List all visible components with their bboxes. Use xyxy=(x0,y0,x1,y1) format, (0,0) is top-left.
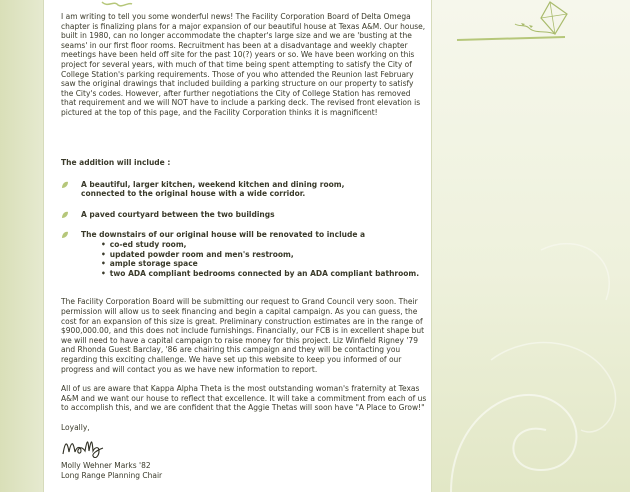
header-script-fragment xyxy=(100,0,140,8)
sub-list-item: • two ADA compliant bedrooms connected by an ADA compliant bathroom. xyxy=(101,269,427,279)
sub-list-item: • updated powder room and men's restroom, xyxy=(101,250,427,260)
signer-title: Long Range Planning Chair xyxy=(61,471,163,481)
signer-name: Molly Wehner Marks '82 xyxy=(61,461,151,471)
list-item: A paved courtyard between the two buildings xyxy=(61,210,427,220)
sub-list-item: • ample storage space xyxy=(101,259,427,269)
intro-paragraph: I am writing to tell you some wonderful news! The Facility Corporation Board of Delta Omega chapter is finalizing plans for a major expansion of our beautiful house at Texas A&M. Our house, built in 1980, can no longer accommodate the chapter's large size and we are 'busting at the seams' in our first floor rooms. Recruitment has been at a disadvantage and weekly chapter meetings have been held off site for the past 10(?) years or so. We have been working on this project for several years, with much of that time being spent attempting to satisfy the City of College Station's parking requirements. Those of you who attended the Reunion last February saw the original drawings that included building a parking structure on our property to satisfy the City's codes. However, after further negotiations the City of College Station has removed that requirement and we will NOT have to include a parking deck. The revised front elevation is pictured at the top of this page, and the Facility Corporation thinks it is magnificent! xyxy=(61,12,426,117)
leaf-bullet-icon xyxy=(61,211,69,219)
addition-heading: The addition will include : xyxy=(61,158,171,167)
leaf-bullet-icon xyxy=(61,231,69,239)
decorative-swirl xyxy=(431,0,630,492)
funding-paragraph: The Facility Corporation Board will be submitting our request to Grand Council very soon. Their permission will allow us to seek financing and begin a capital campaign. As you can guess, the cost for an expansion of this size is great. Preliminary construction estimates are in the range of $900,000.00, and this does not include furnishings. Financially, our FCB is in excellent shape but we will need to have a capital campaign to raise money for this project. Liz Winfield Rigney '79 and Rhonda Guest Barclay, '86 are chairing this campaign and they will be contacting you regarding this exciting challenge. We have set up this website to keep you informed of our progress and will contact you as we have new information to report. xyxy=(61,297,425,374)
list-item: A beautiful, larger kitchen, weekend kitchen and dining room, connected to the original house with a wide corridor. xyxy=(61,180,427,199)
kite-icon xyxy=(455,0,575,45)
sub-list-item: • co-ed study room, xyxy=(101,240,427,250)
background-left-margin xyxy=(0,0,44,492)
letter-content xyxy=(61,12,427,481)
closing-paragraph: All of us are aware that Kappa Alpha Theta is the most outstanding woman's fraternity at Texas A&M and we want our house to reflect that excellence. It will take a commitment from each of us to accomplish this, and we are confident that the Aggie Thetas will soon have "A Place to Grow!" xyxy=(61,384,427,413)
list-item: The downstairs of our original house will be renovated to include a • co-ed study room, • updated powder room and men's restroom, • ample storage space • two ADA compliant bedrooms connected by an ADA compliant bathroom. xyxy=(61,230,427,278)
leaf-bullet-icon xyxy=(61,181,69,189)
addition-list xyxy=(61,180,427,279)
closing-salutation: Loyally, xyxy=(61,422,90,432)
renovation-sublist xyxy=(81,240,427,278)
signature xyxy=(61,434,427,458)
